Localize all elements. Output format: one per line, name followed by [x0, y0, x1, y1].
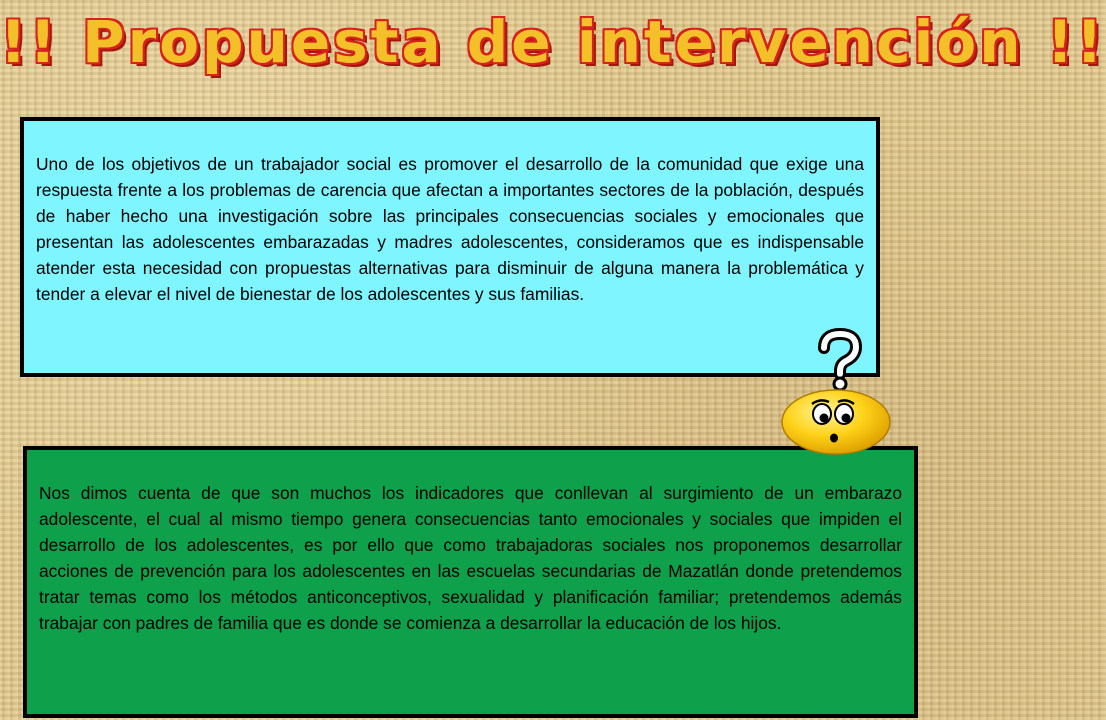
objective-text-panel	[20, 117, 880, 377]
objective-paragraph: Uno de los objetivos de un trabajador social es promover el desarrollo de la comunidad que exige una respuesta frente a los problemas de carencia que afectan a importantes sectores de la población, después de haber hecho una investigación sobre las principales consecuencias sociales y emocionales que presentan las adolescentes embarazadas y madres adolescentes, consideramos que es indispensable atender esta necesidad con propuestas alternativas para disminuir de alguna manera la problemática y tender a elevar el nivel de bienestar de los adolescentes y sus familias.	[36, 154, 864, 304]
proposal-paragraph: Nos dimos cuenta de que son muchos los indicadores que conllevan al surgimiento de un embarazo adolescente, el cual al mismo tiempo genera consecuencias tanto emocionales y sociales que impiden el desarrollo de los adolescentes, es por ello que como trabajadoras sociales nos proponemos desarrollar acciones de prevención para los adolescentes en las escuelas secundarias de Mazatlán donde pretendemos tratar temas como los métodos anticonceptivos, sexualidad y planificación familiar; pretendemos además trabajar con padres de familia que es donde se comienza a desarrollar la educación de los hijos.	[39, 483, 902, 633]
thinking-smiley	[778, 328, 896, 458]
proposal-text-panel	[23, 446, 918, 718]
confused-smiley-icon	[778, 328, 896, 458]
question-mark-icon	[824, 334, 856, 390]
page-title: !! Propuesta de intervención !!	[0, 8, 1106, 76]
